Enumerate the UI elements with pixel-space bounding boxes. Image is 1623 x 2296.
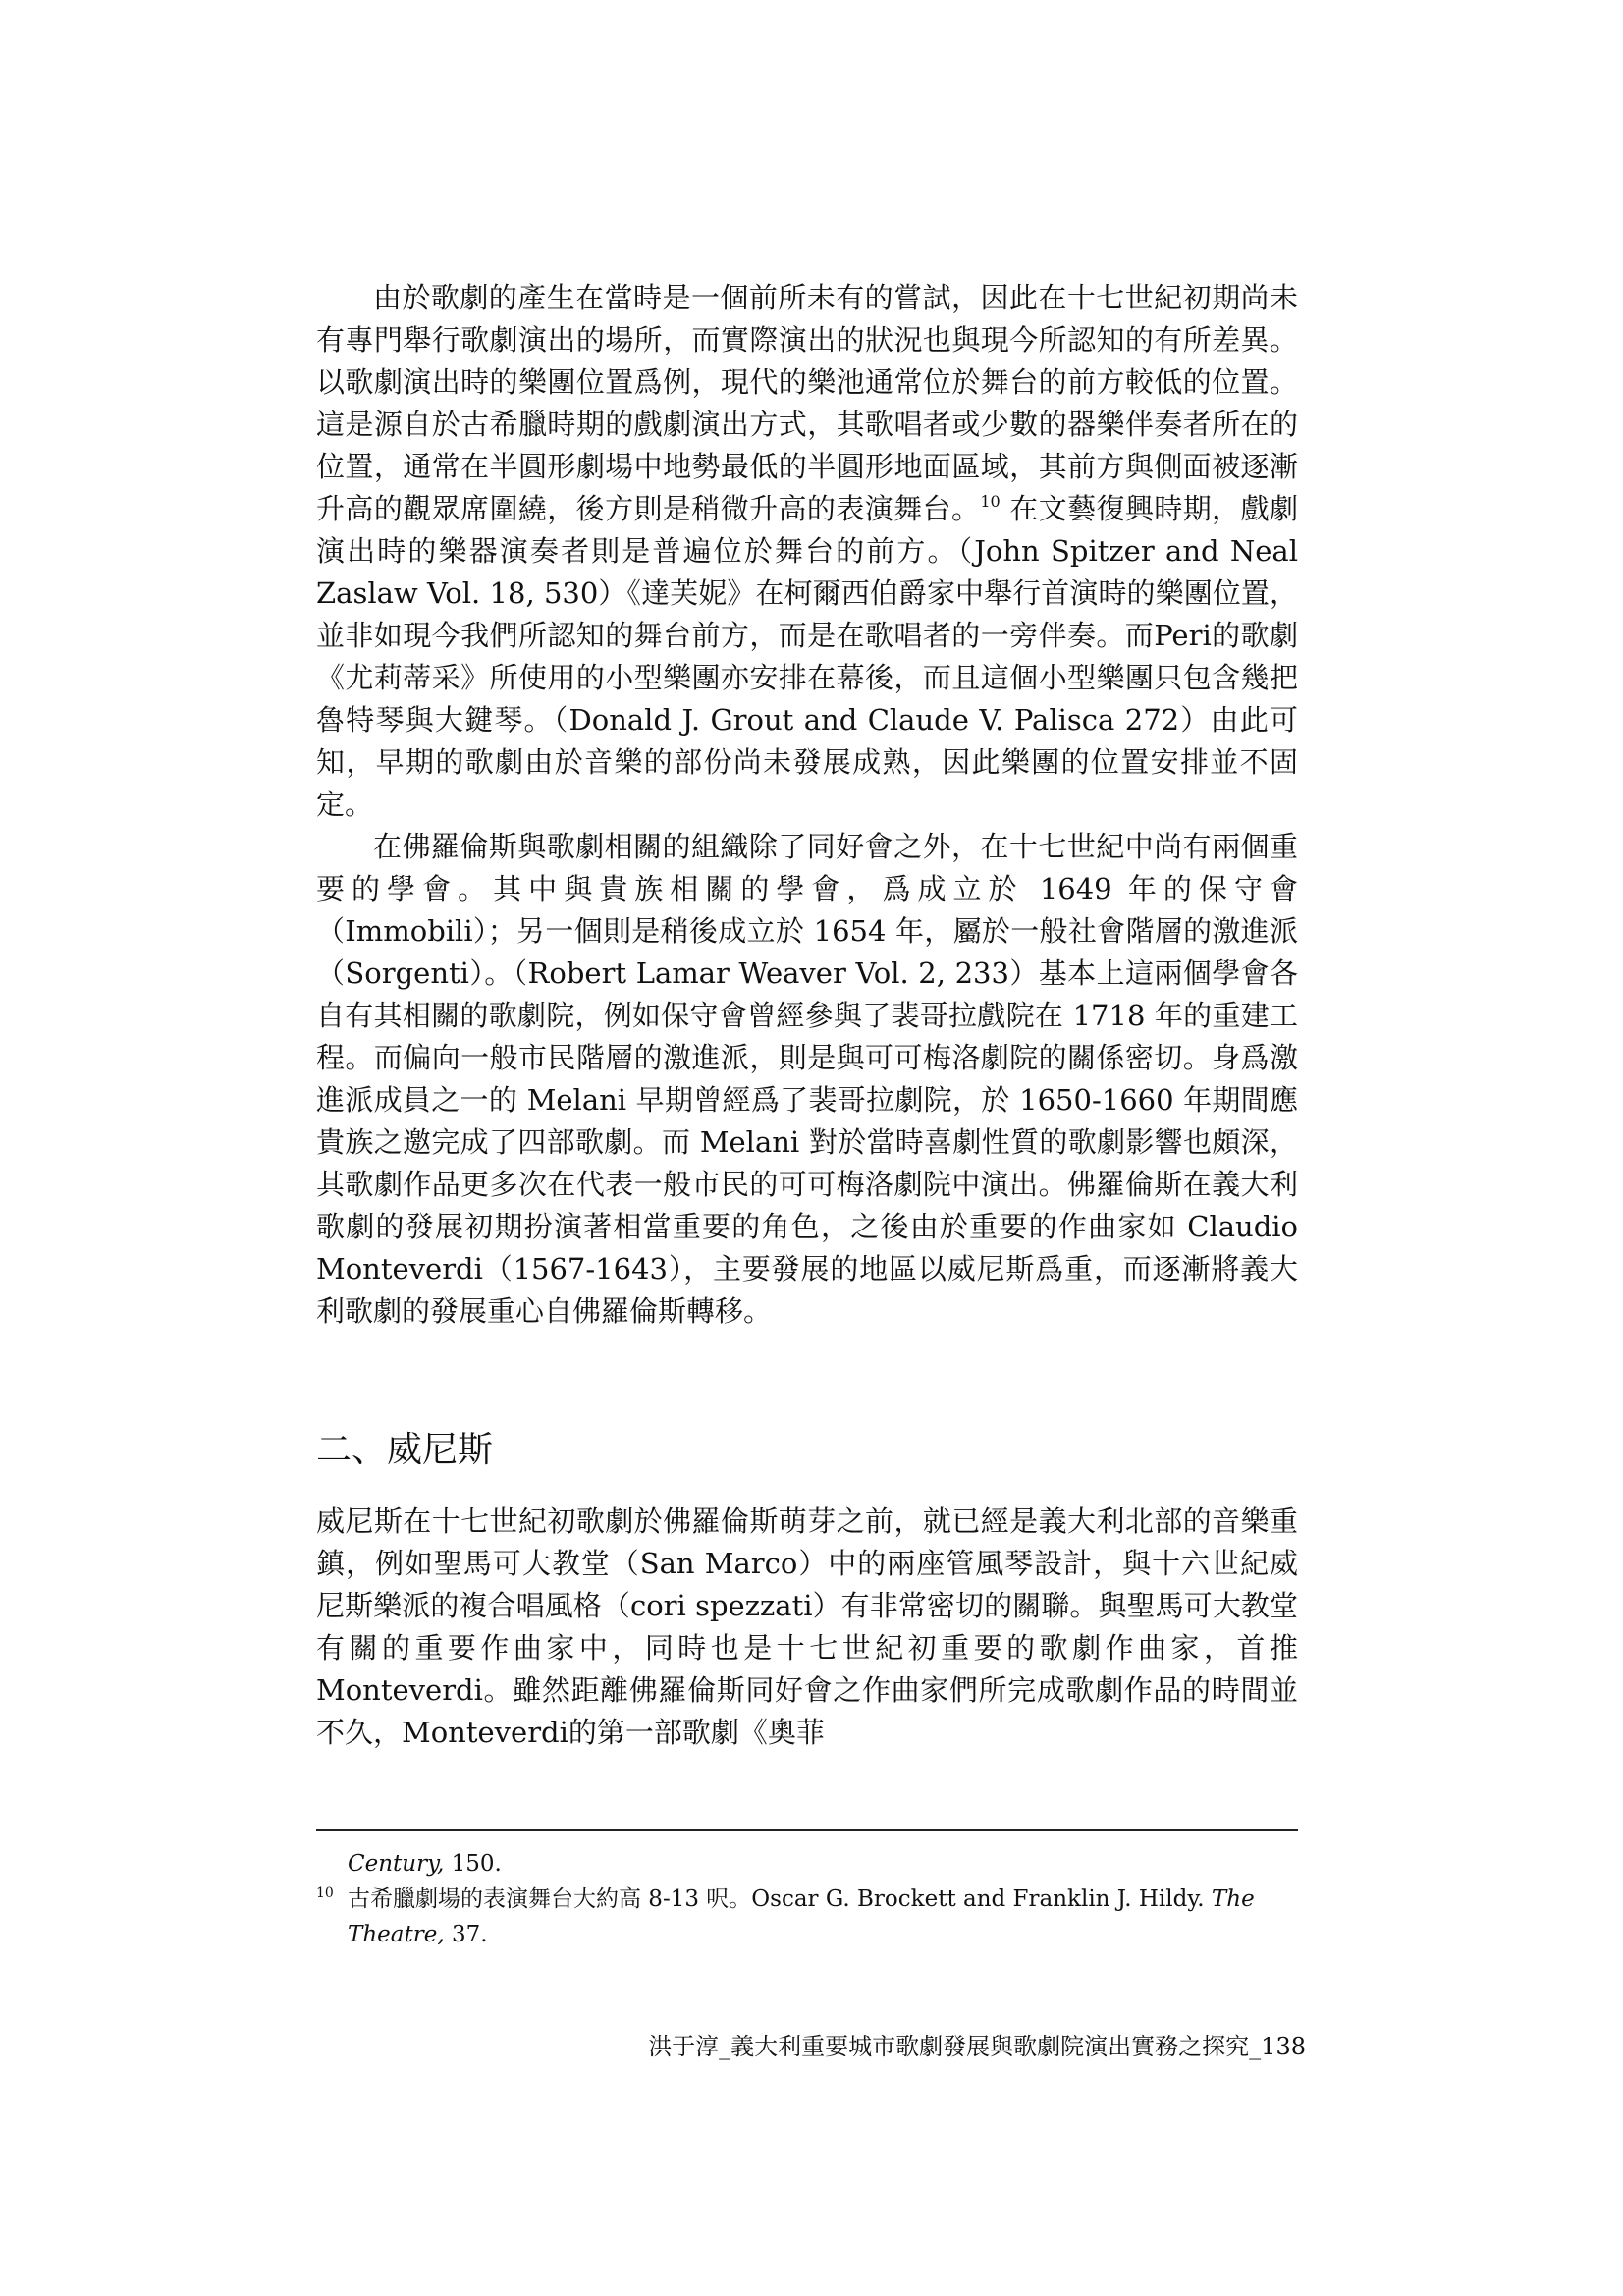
section-paragraph: 威尼斯在十七世紀初歌劇於佛羅倫斯萌芽之前，就已經是義大利北部的音樂重鎮，例如聖馬可大教堂（San Marco）中的兩座管風琴設計，與十六世紀威尼斯樂派的複合唱風格（cori spezzati）有非常密切的關聯。與聖馬可大教堂有關的重要作曲家中，同時也是十七世紀初重要的歌劇作曲家，首推Monteverdi。雖然距離佛羅倫斯同好會之作曲家們所完成歌劇作品的時間並不久，Monteverdi的第一部歌劇《奧菲 xyxy=(316,1504,1298,1749)
running-footer: 洪于淳_義大利重要城市歌劇發展與歌劇院演出實務之探究_138 xyxy=(648,2033,1306,2060)
footnote-continuation-title: Century, xyxy=(348,1851,445,1877)
footnote-page: 37. xyxy=(444,1922,488,1947)
section-body xyxy=(316,1501,1298,1754)
footnote-text: 古希臘劇場的表演舞台大約高 8-13 呎。Oscar G. Brockett and Franklin J. Hildy. xyxy=(348,1886,1212,1912)
paragraph-1-after: 在文藝復興時期，戲劇演出時的樂器演奏者則是普遍位於舞台的前方。（John Spitzer and Neal Zaslaw Vol. 18, 530）《達芙妮》在柯爾西伯爵家中舉行首演時的樂團位置，並非如現今我們所認知的舞台前方，而是在歌唱者的一旁伴奏。而Peri的歌劇《尤莉蒂采》所使用的小型樂團亦安排在幕後，而且這個小型樂團只包含幾把魯特琴與大鍵琴。（Donald J. Grout and Claude V. Palisca 272）由此可知，早期的歌劇由於音樂的部份尚未發展成熟，因此樂團的位置安排並不固定。 xyxy=(316,492,1298,821)
section-heading: 二、威尼斯 xyxy=(316,1430,494,1470)
footnote-10 xyxy=(316,1882,1298,1952)
footnote-title: The Theatre, xyxy=(348,1886,1255,1947)
footnote-continuation-page: 150. xyxy=(444,1851,502,1877)
main-body xyxy=(316,277,1298,1333)
paragraph-2: 在佛羅倫斯與歌劇相關的組織除了同好會之外，在十七世紀中尚有兩個重要的學會。其中與貴族相關的學會，爲成立於 1649 年的保守會（Immobili）；另一個則是稍後成立於 1654 年，屬於一般社會階層的激進派（Sorgenti）。（Robert Lamar Weaver Vol. 2, 233）基本上這兩個學會各自有其相關的歌劇院，例如保守會曾經參與了裴哥拉戲院在 1718 年的重建工程。而偏向一般市民階層的激進派，則是與可可梅洛劇院的關係密切。身爲激進派成員之一的 Melani 早期曾經爲了裴哥拉劇院，於 1650-1660 年期間應貴族之邀完成了四部歌劇。而 Melani 對於當時喜劇性質的歌劇影響也頗深，其歌劇作品更多次在代表一般市民的可可梅洛劇院中演出。佛羅倫斯在義大利歌劇的發展初期扮演著相當重要的角色，之後由於重要的作曲家如 Claudio Monteverdi（1567-1643），主要發展的地區以威尼斯爲重，而逐漸將義大利歌劇的發展重心自佛羅倫斯轉移。 xyxy=(316,830,1298,1328)
footnote-number: 10 xyxy=(316,1886,334,1901)
footnote-divider xyxy=(316,1829,1298,1831)
paragraph-1-before: 由於歌劇的產生在當時是一個前所未有的嘗試，因此在十七世紀初期尚未有專門舉行歌劇演出的場所，而實際演出的狀況也與現今所認知的有所差異。以歌劇演出時的樂團位置爲例，現代的樂池通常位於舞台的前方較低的位置。這是源自於古希臘時期的戲劇演出方式，其歌唱者或少數的器樂伴奏者所在的位置，通常在半圓形劇場中地勢最低的半圓形地面區域，其前方與側面被逐漸升高的觀眾席圍繞，後方則是稍微升高的表演舞台。 xyxy=(316,281,1298,525)
footnote-continuation xyxy=(316,1846,1298,1882)
paragraph-1 xyxy=(316,277,1298,826)
footnotes xyxy=(316,1846,1298,1952)
footnote-ref-10[interactable]: 10 xyxy=(980,492,1001,511)
